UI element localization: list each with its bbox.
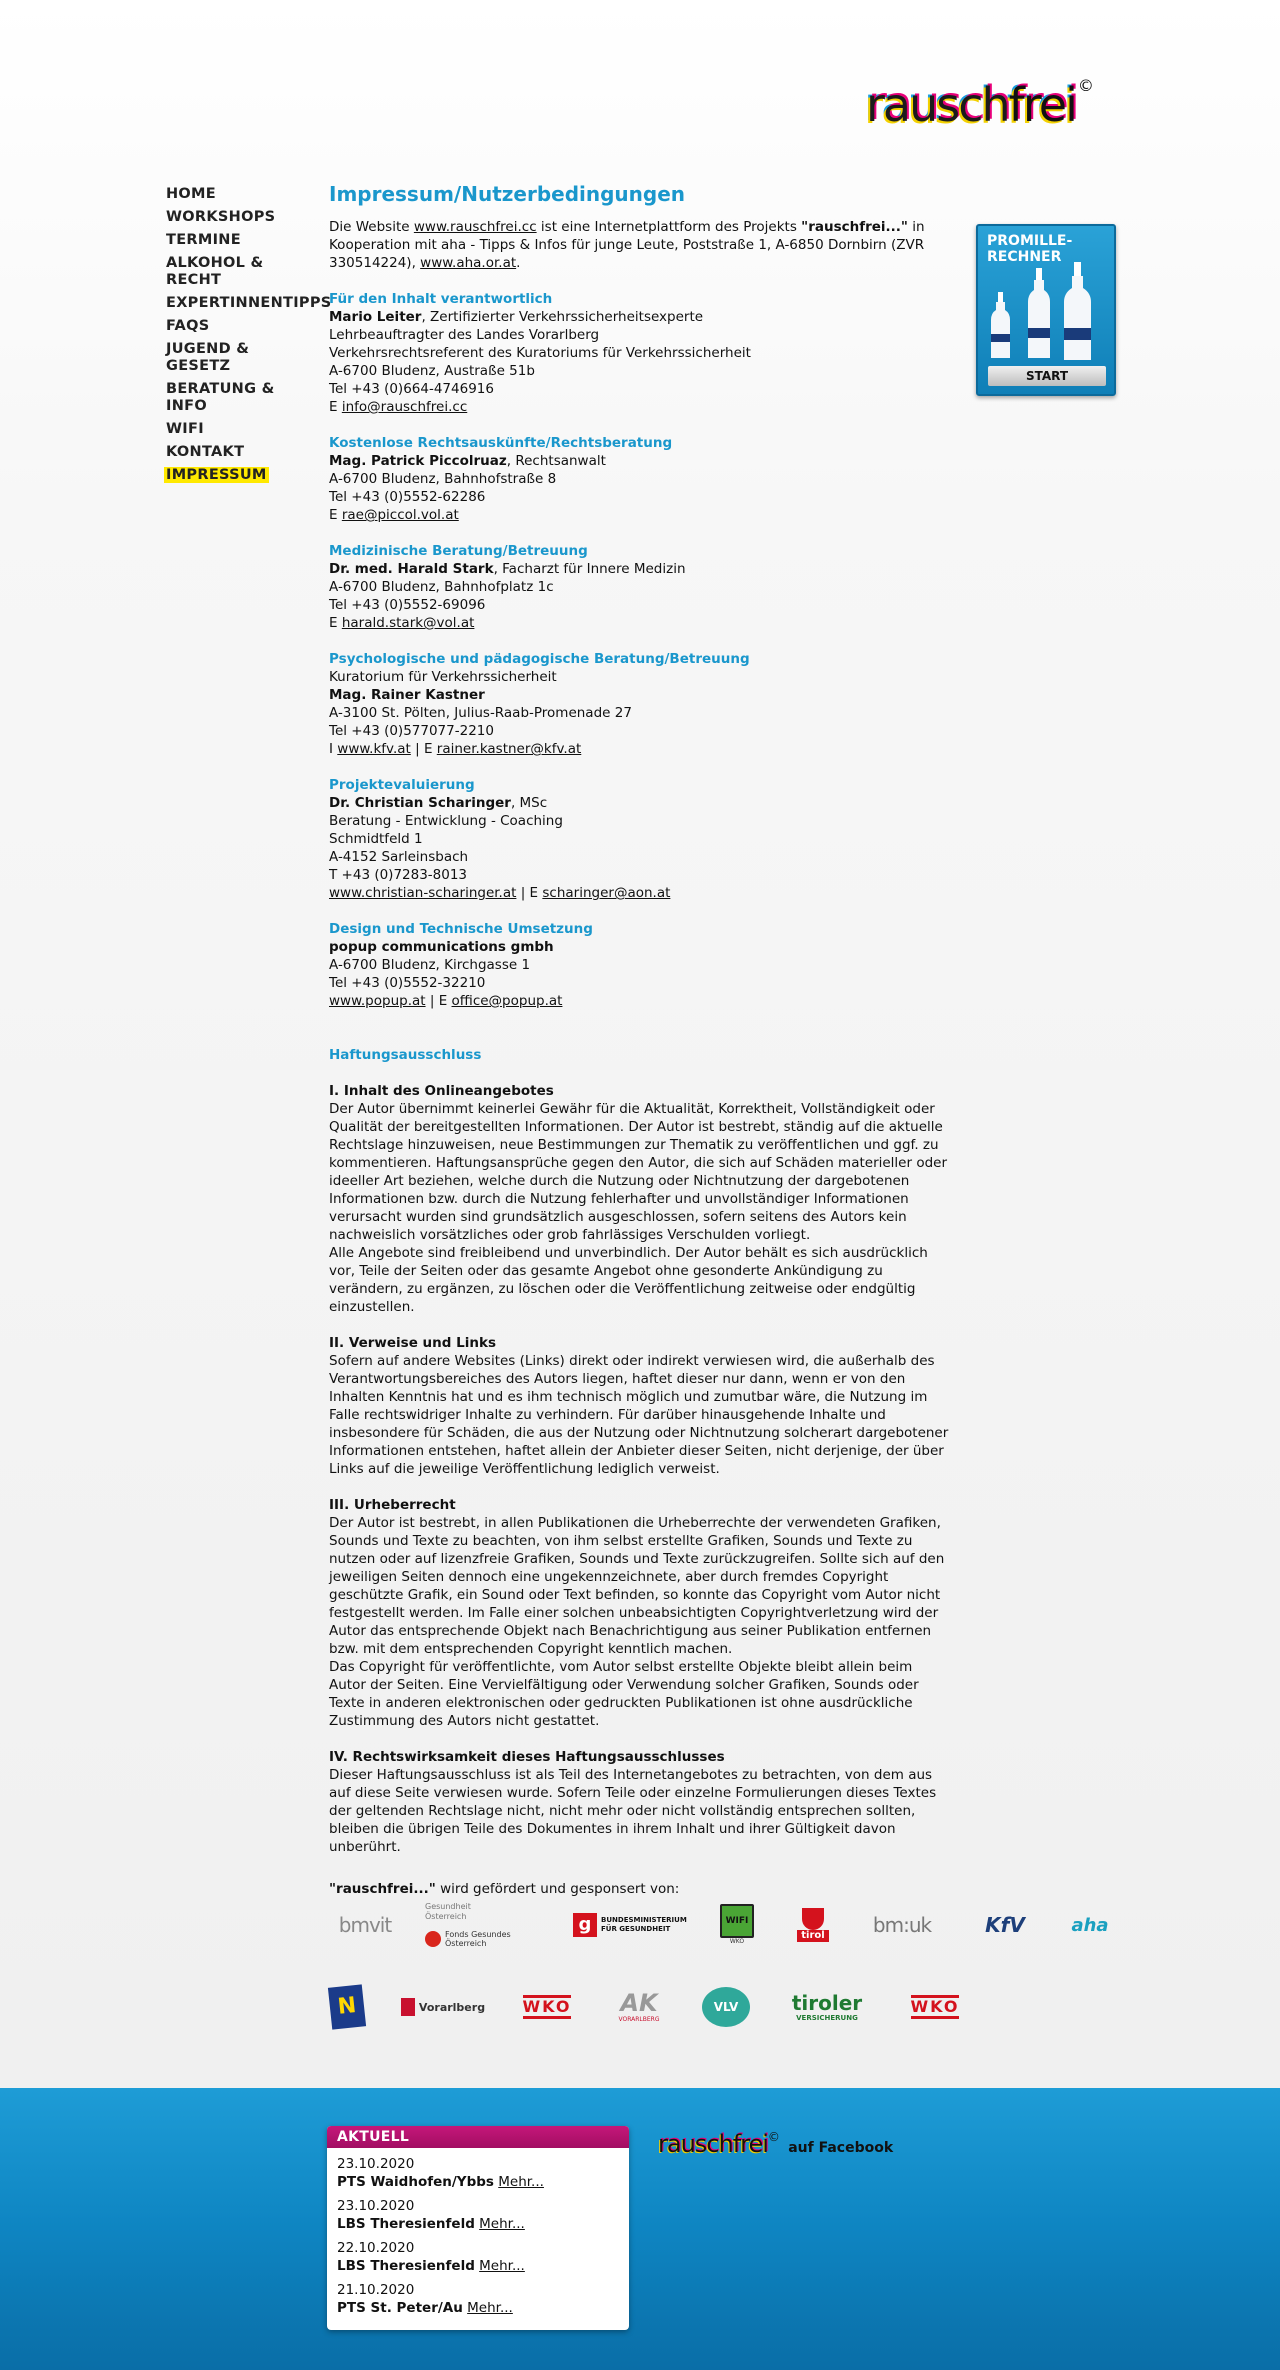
- section-title: Psychologische und pädagogische Beratung/Betreuung: [329, 651, 750, 667]
- aha-link[interactable]: www.aha.or.at: [420, 255, 517, 271]
- ak-logo[interactable]: AK VORARLBERG: [618, 1989, 660, 2023]
- nav-expertinnentipps[interactable]: EXPERTINNENTIPPS: [166, 295, 332, 311]
- nav-jugend-gesetz[interactable]: JUGEND & GESETZ: [166, 341, 250, 374]
- section-title: Kostenlose Rechtsauskünfte/Rechtsberatung: [329, 435, 673, 451]
- email-link[interactable]: rae@piccol.vol.at: [341, 507, 459, 523]
- section-psych: Psychologische und pädagogische Beratung/Betreuung Kuratorium für Verkehrssicherheit Mag. Rainer Kastner A-3100 St. Pölten, Julius-Raab-Promenade 27 Tel +43 (0)577077-2210 I www.kfv.at | E rainer.kastner@kfv.at: [329, 650, 951, 758]
- nav-wifi[interactable]: WIFI: [166, 421, 204, 437]
- promille-rechner-widget[interactable]: [976, 224, 1116, 396]
- section-eval: Projektevaluierung Dr. Christian Scharinger, MSc Beratung - Entwicklung - Coaching Schmidtfeld 1 A-4152 Sarleinsbach T +43 (0)7283-8013 www.christian-scharinger.at | E scharinger@aon.at: [329, 776, 951, 902]
- section-title: Für den Inhalt verantwortlich: [329, 291, 553, 307]
- disclaimer-heading: I. Inhalt des Onlineangebotes: [329, 1083, 554, 1099]
- sponsor-logos-row-2: [327, 1982, 1117, 2038]
- goeg-logo[interactable]: Gesundheit Österreich Fonds Gesundes Österreich: [425, 1902, 511, 1948]
- list-item: 21.10.2020 PTS St. Peter/Au Mehr...: [337, 2282, 513, 2316]
- tirol-logo[interactable]: tirol: [793, 1900, 833, 1950]
- news-more-link[interactable]: Mehr...: [498, 2174, 544, 2190]
- nav-home[interactable]: HOME: [166, 186, 216, 202]
- vlv-logo[interactable]: VLV: [699, 1982, 753, 2032]
- nav-termine[interactable]: TERMINE: [166, 232, 241, 248]
- promille-title: PROMILLE-RECHNER: [987, 233, 1073, 265]
- bottles-icon: [984, 262, 1112, 362]
- news-more-link[interactable]: Mehr...: [479, 2258, 525, 2274]
- section-medizin: Medizinische Beratung/Betreuung Dr. med. Harald Stark, Facharzt für Innere Medizin A-6700 Bludenz, Bahnhofplatz 1c Tel +43 (0)5552-69096 E harald.stark@vol.at: [329, 542, 951, 632]
- promille-start-button[interactable]: START: [988, 366, 1106, 386]
- sponsor-logos-row-1: [327, 1900, 1117, 1956]
- footer: [0, 2088, 1280, 2370]
- bmuk-logo[interactable]: bm:uk: [872, 1913, 932, 1937]
- page-title: Impressum/Nutzerbedingungen: [329, 182, 686, 206]
- disclaimer-heading: II. Verweise und Links: [329, 1335, 496, 1351]
- wifi-logo[interactable]: WIFI WKO: [717, 1900, 757, 1950]
- nav-kontakt[interactable]: KONTAKT: [166, 444, 245, 460]
- list-item: 23.10.2020 LBS Theresienfeld Mehr...: [337, 2198, 525, 2232]
- main-content: [329, 180, 951, 1898]
- email-link[interactable]: info@rauschfrei.cc: [341, 399, 468, 415]
- list-item: 22.10.2020 LBS Theresienfeld Mehr...: [337, 2240, 525, 2274]
- nav-workshops[interactable]: WORKSHOPS: [166, 209, 276, 225]
- facebook-link[interactable]: rauschfrei© auf Facebook: [658, 2130, 894, 2158]
- news-more-link[interactable]: Mehr...: [467, 2300, 513, 2316]
- web-link[interactable]: www.popup.at: [329, 993, 426, 1009]
- aha-logo[interactable]: aha: [1071, 1914, 1109, 1936]
- nav-impressum[interactable]: IMPRESSUM: [166, 467, 267, 483]
- nav-beratung-info[interactable]: BERATUNG & INFO: [166, 381, 275, 414]
- facebook-text: auf Facebook: [788, 2140, 894, 2156]
- main-nav: [166, 186, 332, 490]
- wko-logo-2[interactable]: WKO: [895, 1982, 975, 2032]
- news-more-link[interactable]: Mehr...: [479, 2216, 525, 2232]
- intro: Die Website www.rauschfrei.cc ist eine Internetplattform des Projekts "rauschfrei..." in Kooperation mit aha - Tipps & Infos für junge Leute, Poststraße 1, A-6850 Dornbirn (ZVR 330514224), www.aha.or.at.: [329, 219, 925, 271]
- news-box-title: AKTUELL: [327, 2126, 629, 2148]
- bmg-logo[interactable]: g BUNDESMINISTERIUM FÜR GESUNDHEIT: [571, 1900, 691, 1950]
- email-link[interactable]: office@popup.at: [451, 993, 563, 1009]
- bmvit-logo[interactable]: bmvit: [338, 1913, 392, 1937]
- section-design: Design und Technische Umsetzung popup communications gmbh A-6700 Bludenz, Kirchgasse 1 Tel +43 (0)5552-32210 www.popup.at | E office@popup.at: [329, 920, 951, 1010]
- list-item: 23.10.2020 PTS Waidhofen/Ybbs Mehr...: [337, 2156, 544, 2190]
- email-link[interactable]: scharinger@aon.at: [542, 885, 671, 901]
- section-inhalt: Für den Inhalt verantwortlich Mario Leiter, Zertifizierter Verkehrssicherheitsexperte Lehrbeauftragter des Landes Vorarlberg Verkehrsrechtsreferent des Kuratoriums für Verkehrssicherheit A-6700 Bludenz, Austraße 51b Tel +43 (0)664-4746916 E info@rauschfrei.cc: [329, 290, 951, 416]
- disclaimer-title: Haftungsausschluss: [329, 1047, 482, 1063]
- logo-copyright: ©: [1077, 76, 1094, 95]
- section-title: Projektevaluierung: [329, 777, 475, 793]
- web-link[interactable]: www.kfv.at: [337, 741, 411, 757]
- kfv-logo[interactable]: KfV: [985, 1913, 1025, 1937]
- tiroler-logo[interactable]: tiroler VERSICHERUNG: [791, 1990, 863, 2022]
- rauschfrei-link[interactable]: www.rauschfrei.cc: [413, 219, 537, 235]
- nav-faqs[interactable]: FAQS: [166, 318, 210, 334]
- disclaimer-heading: IV. Rechtswirksamkeit dieses Haftungsausschlusses: [329, 1749, 725, 1765]
- noe-logo[interactable]: N: [327, 1982, 367, 2032]
- disclaimer-heading: III. Urheberrecht: [329, 1497, 456, 1513]
- wko-logo-1[interactable]: WKO: [511, 1982, 583, 2032]
- site-logo[interactable]: [866, 76, 1094, 132]
- email-link[interactable]: harald.stark@vol.at: [341, 615, 475, 631]
- facebook-logo: rauschfrei: [658, 2130, 768, 2158]
- news-box: [327, 2126, 629, 2330]
- section-title: Medizinische Beratung/Betreuung: [329, 543, 588, 559]
- disclaimer: Haftungsausschluss I. Inhalt des Onlineangebotes Der Autor übernimmt keinerlei Gewähr für die Aktualität, Korrektheit, Vollständigkeit oder Qualität der bereitgestellten Informationen. Der Autor ist bestrebt, ständig auf die aktuelle Rechtslage hinzuweisen, neue Bestimmungen zur Thematik zu veröffentlichen und ggf. zu kommentieren. Haftungsansprüche gegen den Autor, die sich auf Schäden materieller oder ideeller Art beziehen, welche durch die Nutzung oder Nichtnutzung der dargebotenen Informationen bzw. durch die Nutzung fehlerhafter und unvollständiger Informationen verursacht wurden sind grundsätzlich ausgeschlossen, sofern seitens des Autors kein nachweislich vorsätzliches oder grob fahrlässiges Verschulden vorliegt. Alle Angebote sind freibleibend und unverbindlich. Der Autor behält es sich ausdrücklich vor, Teile der Seiten oder das gesamte Angebot ohne gesonderte Ankündigung zu verändern, zu ergänzen, zu löschen oder die Veröffentlichung zeitweise oder endgültig einzustellen. II. Verweise und Links Sofern auf andere Websites (Links) direkt oder indirekt verwiesen wird, die außerhalb des Verantwortungsbereiches des Autors liegen, haftet dieser nur dann, wenn er von den Inhalten Kenntnis hat und es ihm technisch möglich und zumutbar wäre, die Nutzung im Falle rechtswidriger Inhalte zu verhindern. Für darüber hinausgehende Inhalte und insbesondere für Schäden, die aus der Nutzung oder Nichtnutzung solcherart dargebotener Informationen entstehen, haftet allein der Anbieter dieser Seiten, nicht derjenige, der über Links auf die jeweilige Veröffentlichung lediglich verweist. III. Urheberrecht Der Autor ist bestrebt, in allen Publikationen die Urheberrechte der verwendeten Grafiken, Sounds und Texte zu beachten, von ihm selbst erstellte Grafiken, Sounds und Texte zu nutzen oder auf lizenzfreie Grafiken, Sounds und Texte zurückzugreifen. Sollte sich auf den jeweiligen Seiten dennoch eine ungekennzeichnete, aber durch fremdes Copyright geschützte Grafik, ein Sound oder Text befinden, so konnte das Copyright vom Autor nicht festgestellt werden. Im Falle einer solchen unbeabsichtigten Copyrightverletzung wird der Autor das entsprechende Objekt nach Benachrichtigung aus seiner Publikation entfernen bzw. mit dem entsprechenden Copyright kenntlich machen. Das Copyright für veröffentlichte, vom Autor selbst erstellte Objekte bleibt allein beim Autor der Seiten. Eine Vervielfältigung oder Verwendung solcher Grafiken, Sounds oder Texte in anderen elektronischen oder gedruckten Publikationen ist ohne ausdrückliche Zustimmung des Autors nicht gestattet. IV. Rechtswirksamkeit dieses Haftungsausschlusses Dieser Haftungsausschluss ist als Teil des Internetangebotes zu betrachten, von dem aus auf diese Seite verwiesen wurde. Sofern Teile oder einzelne Formulierungen dieses Textes der geltenden Rechtslage nicht, nicht mehr oder nicht vollständig entsprechen sollten, bleiben die übrigen Teile des Dokumentes in ihrem Inhalt und ihrer Gültigkeit davon unberührt.: [329, 1046, 951, 1856]
- section-title: Design und Technische Umsetzung: [329, 921, 593, 937]
- vorarlberg-logo[interactable]: Vorarlberg: [395, 1982, 491, 2032]
- sponsor-heading: "rauschfrei..." wird gefördert und gesponsert von:: [329, 1881, 680, 1897]
- section-recht: Kostenlose Rechtsauskünfte/Rechtsberatung Mag. Patrick Piccolruaz, Rechtsanwalt A-6700 Bludenz, Bahnhofstraße 8 Tel +43 (0)5552-62286 E rae@piccol.vol.at: [329, 434, 951, 524]
- nav-alkohol-recht[interactable]: ALKOHOL & RECHT: [166, 255, 264, 288]
- email-link[interactable]: rainer.kastner@kfv.at: [436, 741, 582, 757]
- web-link[interactable]: www.christian-scharinger.at: [329, 885, 517, 901]
- logo-wordmark: rauschfrei: [866, 78, 1076, 132]
